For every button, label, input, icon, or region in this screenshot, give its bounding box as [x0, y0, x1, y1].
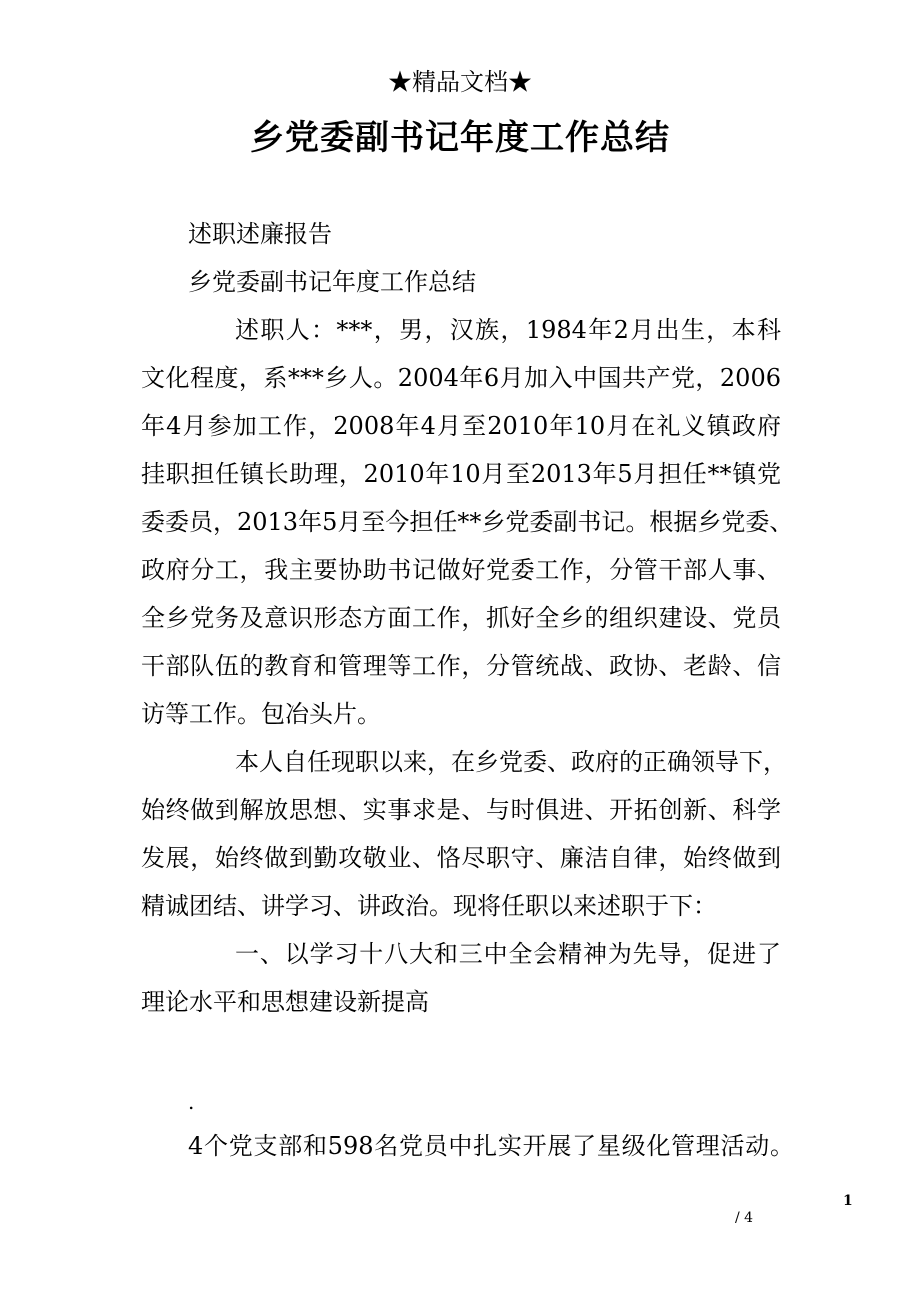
paragraph-line: 访等工作。包冶头片。: [141, 700, 381, 728]
subtitle-line: 述职述廉报告: [188, 220, 332, 248]
paragraph-line: 精诚团结、讲学习、讲政治。现将任职以来述职于下：: [141, 892, 717, 920]
paragraph-line: 政府分工，我主要协助书记做好党委工作，分管干部人事、: [141, 556, 781, 584]
paragraph-line: 本人自任现职以来，在乡党委、政府的正确领导下，: [235, 748, 787, 776]
page-number: 1: [843, 1193, 853, 1209]
subtitle-line: 乡党委副书记年度工作总结: [188, 268, 476, 296]
paragraph-line: 委委员，2013年5月至今担任**乡党委副书记。根据乡党委、: [141, 508, 794, 536]
paragraph-line: 挂职担任镇长助理，2010年10月至2013年5月担任**镇党: [141, 460, 781, 488]
paragraph-line: 年4月参加工作，2008年4月至2010年10月在礼义镇政府: [141, 412, 781, 440]
section-heading-line: 一、以学习十八大和三中全会精神为先导，促进了: [235, 940, 781, 968]
paragraph-line: 始终做到解放思想、实事求是、与时俱进、开拓创新、科学: [141, 796, 781, 824]
dot-mark: .: [188, 1090, 195, 1114]
paragraph-line: 全乡党务及意识形态方面工作，抓好全乡的组织建设、党员: [141, 604, 781, 632]
paragraph-line: 4个党支部和598名党员中扎实开展了星级化管理活动。: [188, 1132, 794, 1160]
document-title: 乡党委副书记年度工作总结: [250, 118, 670, 158]
header-label: ★精品文档★: [388, 68, 532, 96]
page-total: / 4: [735, 1210, 754, 1226]
section-heading-line: 理论水平和思想建设新提高: [141, 988, 429, 1016]
paragraph-line: 发展，始终做到勤攻敬业、恪尽职守、廉洁自律，始终做到: [141, 844, 781, 872]
paragraph-line: 干部队伍的教育和管理等工作，分管统战、政协、老龄、信: [141, 652, 781, 680]
paragraph-line: 文化程度，系***乡人。2004年6月加入中国共产党，2006: [141, 364, 781, 392]
paragraph-line: 述职人：***，男，汉族，1984年2月出生，本科: [235, 316, 781, 344]
